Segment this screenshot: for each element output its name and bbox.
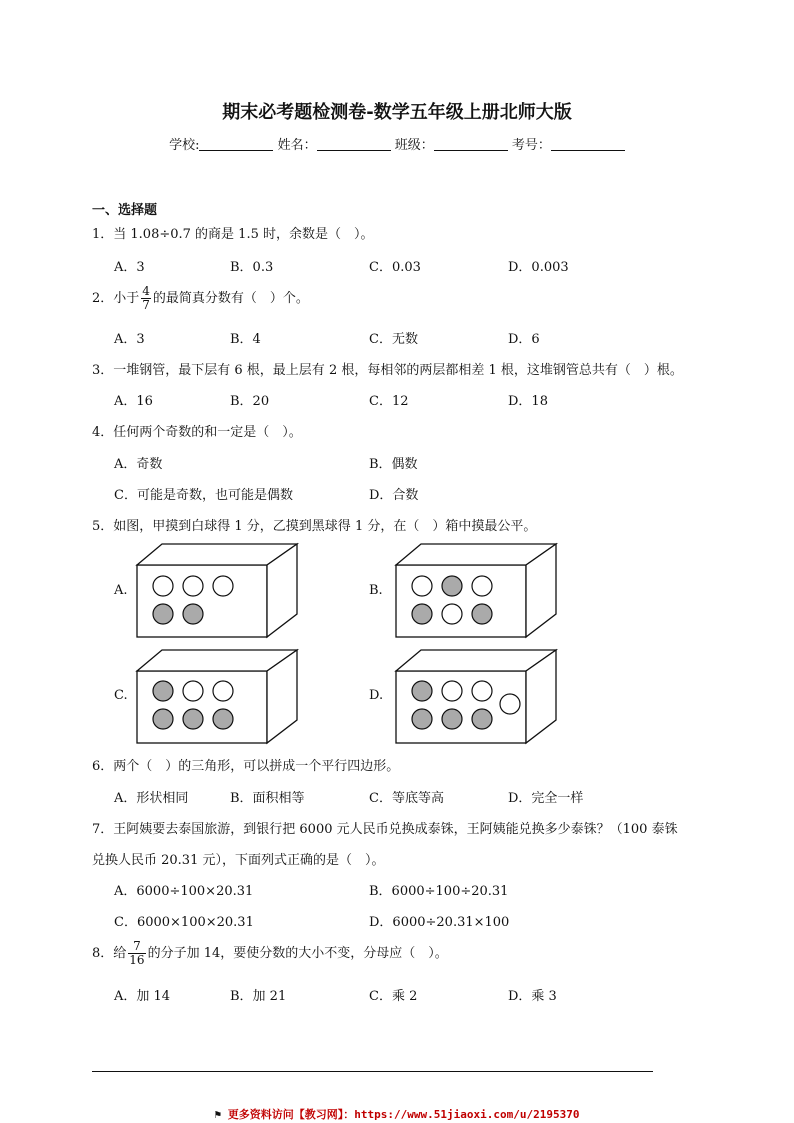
- number-blank[interactable]: [551, 137, 625, 151]
- page-title: 期末必考题检测卷-数学五年级上册北师大版: [222, 102, 572, 123]
- footer-divider: [92, 1071, 653, 1072]
- q1-option-d[interactable]: D．0.003: [508, 260, 569, 275]
- q1-option-b[interactable]: B．0.3: [230, 260, 274, 275]
- q6-option-a[interactable]: A．形状相同: [114, 791, 189, 806]
- class-blank[interactable]: [434, 137, 508, 151]
- question-7-line-1: 7．王阿姨要去泰国旅游，到银行把 6000 元人民币兑换成泰铢，王阿姨能兑换多少泰铢？（100 泰铢: [92, 822, 678, 837]
- question-8: [92, 940, 448, 967]
- q6-option-d[interactable]: D．完全一样: [508, 791, 584, 806]
- box-b-figure: [396, 542, 566, 642]
- q8-option-b[interactable]: B．加 21: [230, 989, 287, 1004]
- q2-pre: 2．小于: [92, 291, 140, 306]
- q7-option-b[interactable]: B．6000÷100÷20.31: [369, 884, 509, 899]
- question-1: 1．当 1.08÷0.7 的商是 1.5 时，余数是（ ）。: [92, 227, 374, 242]
- q4-option-c[interactable]: C．可能是奇数，也可能是偶数: [114, 488, 293, 503]
- box-b-label[interactable]: B.: [369, 583, 383, 598]
- question-2: [92, 285, 309, 312]
- question-6: 6．两个（ ）的三角形，可以拼成一个平行四边形。: [92, 759, 400, 774]
- box-c-label[interactable]: C.: [114, 688, 128, 703]
- q4-option-d[interactable]: D．合数: [369, 488, 419, 503]
- box-a-label[interactable]: A.: [114, 583, 128, 598]
- q2-numerator: 4: [142, 284, 150, 298]
- number-label: 考号：: [511, 138, 551, 153]
- q1-option-a[interactable]: A．3: [114, 260, 145, 275]
- name-label: 姓名：: [277, 138, 317, 153]
- q4-option-b[interactable]: B．偶数: [369, 457, 418, 472]
- class-label: 班级：: [394, 138, 434, 153]
- box-a-figure: [137, 542, 307, 642]
- q8-pre: 8．给: [92, 946, 127, 961]
- q2-option-d[interactable]: D．6: [508, 332, 540, 347]
- q2-post: 的最简真分数有（ ）个。: [152, 291, 309, 306]
- box-d-label[interactable]: D.: [369, 688, 384, 703]
- q3-option-c[interactable]: C．12: [369, 394, 409, 409]
- q7-option-d[interactable]: D．6000÷20.31×100: [369, 915, 510, 930]
- question-3: 3．一堆钢管，最下层有 6 根，最上层有 2 根，每相邻的两层都相差 1 根，这堆钢管总共有（ ）根。: [92, 363, 683, 378]
- name-blank[interactable]: [317, 137, 391, 151]
- student-info-line: [0, 134, 794, 153]
- q3-option-b[interactable]: B．20: [230, 394, 270, 409]
- fraction-7-16: [128, 940, 145, 967]
- q6-option-b[interactable]: B．面积相等: [230, 791, 305, 806]
- q7-option-c[interactable]: C．6000×100×20.31: [114, 915, 254, 930]
- q2-option-c[interactable]: C．无数: [369, 332, 418, 347]
- q6-option-c[interactable]: C．等底等高: [369, 791, 444, 806]
- box-d-figure: [396, 648, 566, 748]
- q2-option-b[interactable]: B．4: [230, 332, 261, 347]
- question-7-line-2: 兑换人民币 20.31 元），下面列式正确的是（ ）。: [92, 853, 385, 868]
- footer-text[interactable]: 更多资料访问【教习网】：https://www.51jiaoxi.com/u/2195370: [227, 1108, 580, 1121]
- q2-denominator: 7: [142, 298, 150, 312]
- question-5: 5．如图，甲摸到白球得 1 分，乙摸到黑球得 1 分，在（ ）箱中摸最公平。: [92, 519, 537, 534]
- q3-option-d[interactable]: D．18: [508, 394, 548, 409]
- q2-option-a[interactable]: A．3: [114, 332, 145, 347]
- q1-option-c[interactable]: C．0.03: [369, 260, 421, 275]
- q8-numerator: 7: [128, 940, 145, 954]
- flag-icon: ⚑: [214, 1108, 222, 1121]
- footer-link-line[interactable]: [0, 1106, 794, 1122]
- box-c-figure: [137, 648, 307, 748]
- question-4: 4．任何两个奇数的和一定是（ ）。: [92, 425, 302, 440]
- q7-option-a[interactable]: A．6000÷100×20.31: [114, 884, 254, 899]
- q8-option-c[interactable]: C．乘 2: [369, 989, 418, 1004]
- q8-denominator: 16: [129, 953, 145, 967]
- q4-option-a[interactable]: A．奇数: [114, 457, 163, 472]
- section-heading: 一、选择题: [92, 203, 158, 218]
- q3-option-a[interactable]: A．16: [114, 394, 153, 409]
- q8-post: 的分子加 14，要使分数的大小不变，分母应（ ）。: [147, 946, 448, 961]
- school-blank[interactable]: [199, 137, 273, 151]
- q8-option-d[interactable]: D．乘 3: [508, 989, 557, 1004]
- fraction-4-7: [141, 285, 151, 312]
- school-label: 学校:: [169, 138, 200, 153]
- q8-option-a[interactable]: A．加 14: [114, 989, 171, 1004]
